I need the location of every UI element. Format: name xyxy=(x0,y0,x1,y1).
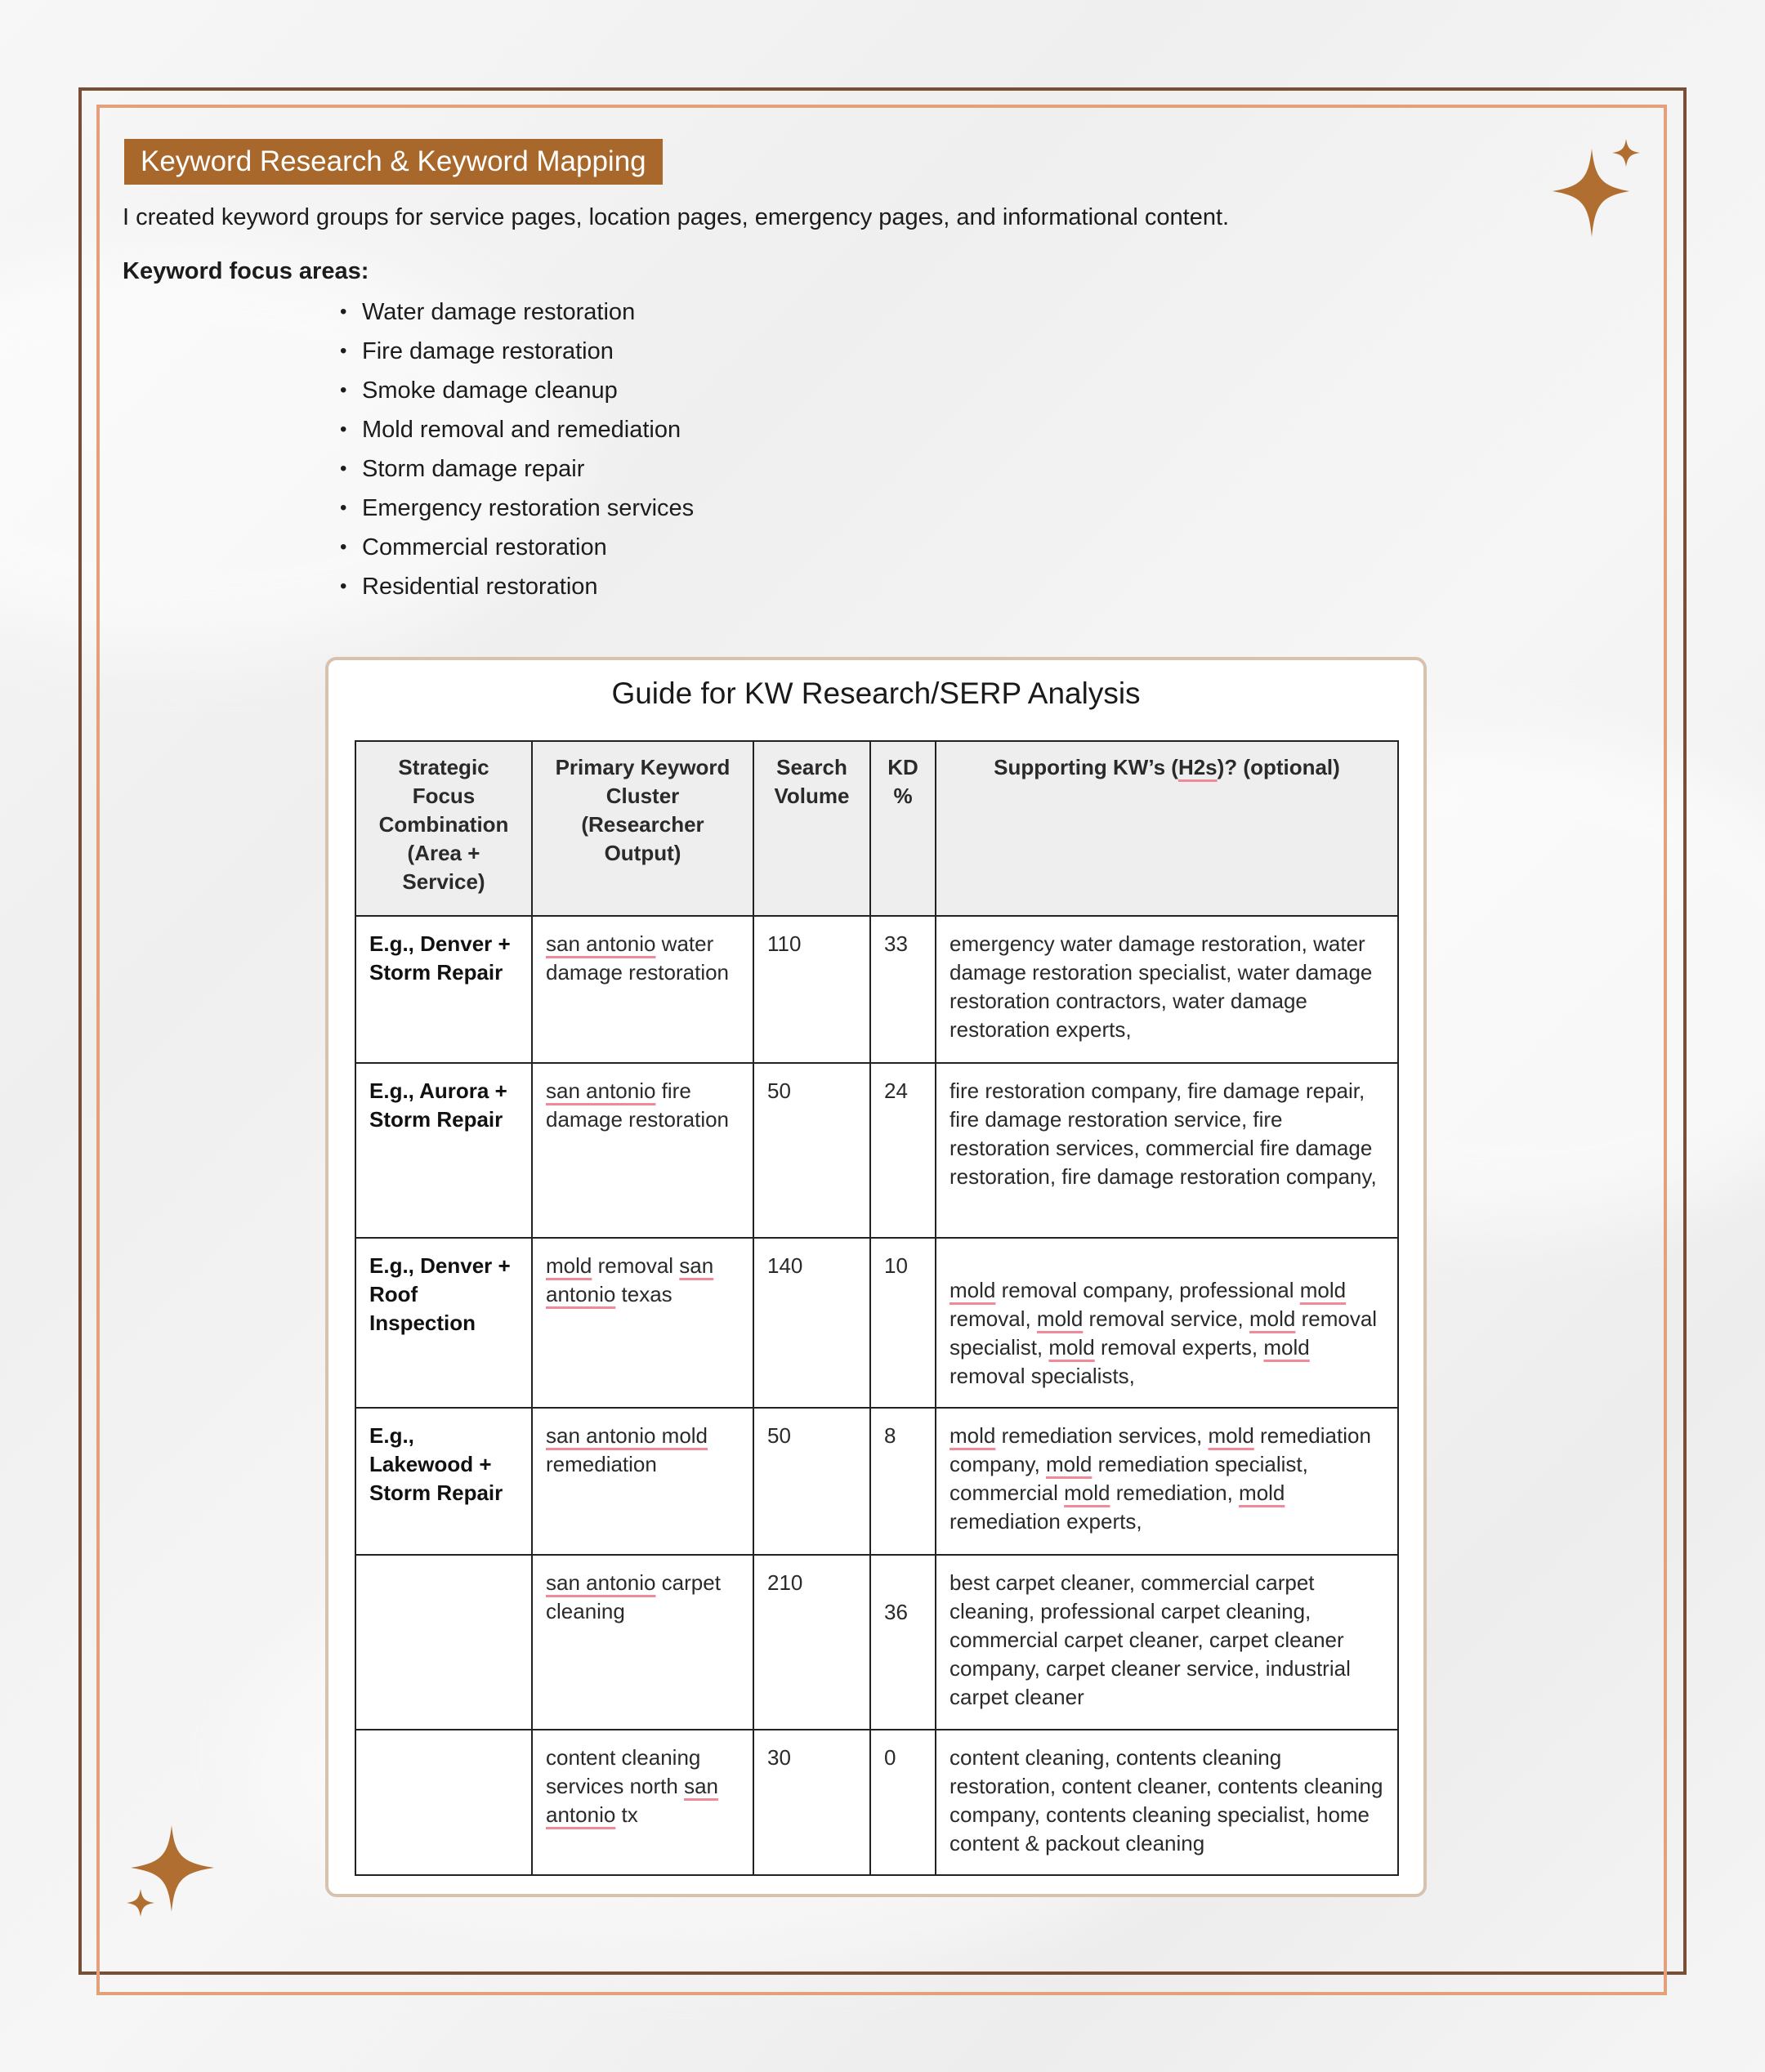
column-header: Search Volume xyxy=(753,741,870,916)
keyword-cell: san antonio carpet cleaning xyxy=(532,1555,753,1730)
list-item: • Storm damage repair xyxy=(340,449,694,489)
supporting-cell: fire restoration company, fire damage repair, fire damage restoration service, fire restoration services, commercial fire damage restoration, fire damage restoration company, xyxy=(936,1063,1398,1238)
keyword-cell: content cleaning services north san antonio tx xyxy=(532,1730,753,1875)
keyword-cell: san antonio fire damage restoration xyxy=(532,1063,753,1238)
table-row xyxy=(355,1408,1398,1555)
guide-title: Guide for KW Research/SERP Analysis xyxy=(611,677,1141,710)
table-row xyxy=(355,1063,1398,1238)
sparkle-icon-bottom-left xyxy=(121,1822,227,1928)
section-title-badge: Keyword Research & Keyword Mapping xyxy=(124,139,663,185)
table-row xyxy=(355,1730,1398,1875)
intro-text: I created keyword groups for service pages, location pages, emergency pages, and informational content. xyxy=(123,204,1230,230)
focus-areas-label: Keyword focus areas: xyxy=(123,258,369,284)
kd-cell: 33 xyxy=(870,916,936,1063)
supporting-cell: mold remediation services, mold remediation company, mold remediation specialist, commercial mold remediation, mold remediation experts, xyxy=(936,1408,1398,1555)
table-row xyxy=(355,1238,1398,1408)
focus-cell: E.g., Denver + Storm Repair xyxy=(355,916,532,1063)
volume-cell: 50 xyxy=(753,1408,870,1555)
list-item: • Emergency restoration services xyxy=(340,489,694,528)
keyword-cell: san antonio mold remediation xyxy=(532,1408,753,1555)
volume-cell: 210 xyxy=(753,1555,870,1730)
focus-cell: E.g., Denver + Roof Inspection xyxy=(355,1238,532,1408)
list-item: • Smoke damage cleanup xyxy=(340,371,694,410)
kd-cell: 10 xyxy=(870,1238,936,1408)
column-header: Supporting KW’s (H2s)? (optional) xyxy=(936,741,1398,916)
supporting-cell: best carpet cleaner, commercial carpet cleaning, professional carpet cleaning, commercial carpet cleaner, carpet cleaner company, carpet cleaner service, industrial carpet cleaner xyxy=(936,1555,1398,1730)
kd-cell: 8 xyxy=(870,1408,936,1555)
supporting-cell: content cleaning, contents cleaning restoration, content cleaner, contents cleaning company, contents cleaning specialist, home content & packout cleaning xyxy=(936,1730,1398,1875)
focus-cell xyxy=(355,1555,532,1730)
table-row xyxy=(355,916,1398,1063)
focus-cell: E.g., Lakewood + Storm Repair xyxy=(355,1408,532,1555)
list-item: • Mold removal and remediation xyxy=(340,410,694,449)
focus-cell: E.g., Aurora + Storm Repair xyxy=(355,1063,532,1238)
column-header: Strategic Focus Combination (Area + Service) xyxy=(355,741,532,916)
supporting-cell: emergency water damage restoration, water damage restoration specialist, water damage restoration contractors, water damage restoration experts, xyxy=(936,916,1398,1063)
focus-areas-list xyxy=(340,292,694,606)
volume-cell: 110 xyxy=(753,916,870,1063)
table-row xyxy=(355,1555,1398,1730)
supporting-cell: mold removal company, professional mold removal, mold removal service, mold removal specialist, mold removal experts, mold removal specialists, xyxy=(936,1238,1398,1408)
kd-cell: 24 xyxy=(870,1063,936,1238)
focus-cell xyxy=(355,1730,532,1875)
volume-cell: 30 xyxy=(753,1730,870,1875)
list-item: • Fire damage restoration xyxy=(340,332,694,371)
list-item: • Water damage restoration xyxy=(340,292,694,332)
keyword-cell: mold removal san antonio texas xyxy=(532,1238,753,1408)
volume-cell: 50 xyxy=(753,1063,870,1238)
table-header-row xyxy=(355,741,1398,916)
list-item: • Residential restoration xyxy=(340,567,694,606)
kd-cell: 36 xyxy=(870,1555,936,1730)
volume-cell: 140 xyxy=(753,1238,870,1408)
keyword-table xyxy=(355,740,1399,1876)
column-header: KD % xyxy=(870,741,936,916)
sparkle-icon-top-right xyxy=(1544,139,1651,245)
list-item: • Commercial restoration xyxy=(340,528,694,567)
keyword-cell: san antonio water damage restoration xyxy=(532,916,753,1063)
kd-cell: 0 xyxy=(870,1730,936,1875)
column-header: Primary Keyword Cluster (Researcher Output) xyxy=(532,741,753,916)
